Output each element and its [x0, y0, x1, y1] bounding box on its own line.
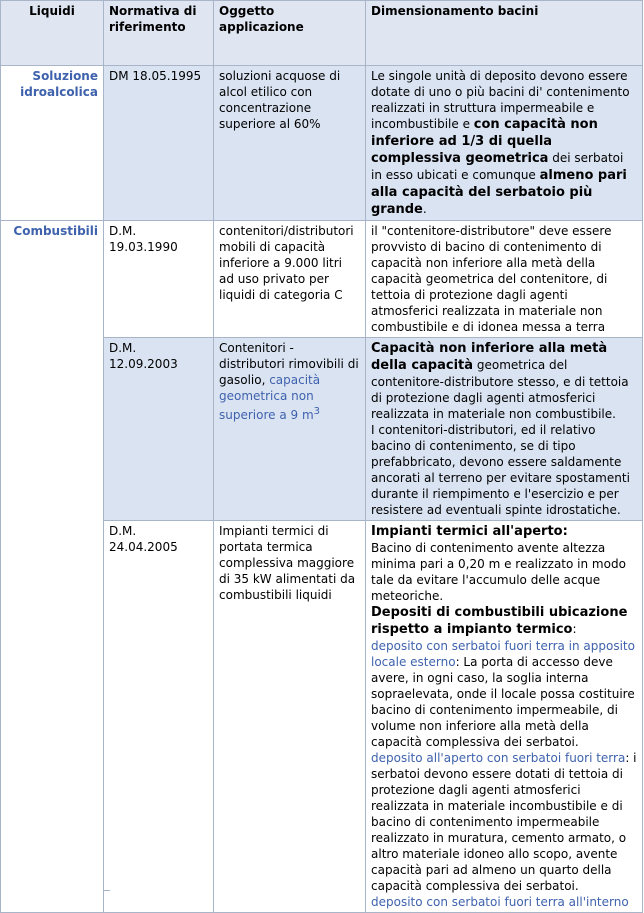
object-cell: Impianti termici di portata termica complessiva maggiore di 35 kW alimentati da combustibili liquidi	[214, 521, 366, 913]
norm-cell: D.M. 24.04.2005	[104, 521, 214, 913]
substance-cell: Combustibili	[1, 221, 104, 913]
table-header-row	[1, 1, 643, 66]
dimension-cell: Capacità non inferiore alla metà della capacità geometrica del contenitore-distributore stesso, e di tettoia di protezione dagli agenti atmosferici realizzata in materiale non combustibile. I contenitori-distributori, ed il relativo bacino di contenimento, se di tipo prefabbricato, devono essere saldamente ancorati al terreno per evitare spostamenti durante il riempimento e l'esercizio e per resistere ad eventuali spinte idrostatiche.	[366, 338, 643, 521]
norm-cell: D.M. 12.09.2003	[104, 338, 214, 521]
dimension-cell: Le singole unità di deposito devono essere dotate di uno o più bacini di' contenimento realizzati in struttura impermeabile e incombustibile e con capacità non inferiore ad 1/3 di quella complessiva geometrica dei serbatoi in esso ubicati e comunque almeno pari alla capacità del serbatoio più grande.	[366, 66, 643, 221]
norm-cell: DM 18.05.1995	[104, 66, 214, 221]
deposit-link: deposito con serbatoi fuori terra all'interno	[371, 895, 629, 909]
substance-cell: Soluzione idroalcolica	[1, 66, 104, 221]
norm-cell: D.M. 19.03.1990	[104, 221, 214, 338]
deposit-link: deposito con serbatoi fuori terra in apposito locale esterno	[371, 639, 635, 669]
dimension-cell: il "contenitore-distributore" deve essere provvisto di bacino di contenimento di capacità non inferiore alla metà della capacità geometrica del contenitore, di tettoia di protezione dagli agenti atmosferici realizzata in materiale non combustibile e di idonea messa a terra	[366, 221, 643, 338]
capacity-link: capacità geometrica non superiore a 9 $m^3$	[219, 373, 321, 422]
header-normativa: Normativa di riferimento	[104, 1, 214, 66]
table-row	[1, 221, 643, 338]
deposit-link: deposito all'aperto con serbatoi fuori terra	[371, 751, 626, 765]
header-liquidi: Liquidi	[1, 1, 104, 66]
header-dimensionamento: Dimensionamento bacini	[366, 1, 643, 66]
header-oggetto: Oggetto applicazione	[214, 1, 366, 66]
object-cell: soluzioni acquose di alcol etilico con concentrazione superiore al 60%	[214, 66, 366, 221]
object-cell: Contenitori - distributori rimovibili di gasolio, capacità geometrica non superiore a 9 $m^3$	[214, 338, 366, 521]
dimension-cell: Impianti termici all'aperto: Bacino di contenimento avente altezza minima pari a 0,20 m e realizzato in modo tale da evitare l'accumulo delle acque meteoriche. Depositi di combustibili ubicazione rispetto a impianto termico: deposito con serbatoi fuori terra in apposito locale esterno: La porta di accesso deve avere, in ogni caso, la soglia interna sopraelevata, onde il locale possa costituire bacino di contenimento impermeabile, di volume non inferiore alla metà della capacità complessiva dei serbatoi. deposito all'aperto con serbatoi fuori terra: i serbatoi devono essere dotati di tettoia di protezione dagli agenti atmosferici realizzata in materiale incombustibile e di bacino di contenimento impermeabile realizzato in muratura, cemento armato, o altro materiale idoneo allo scopo, avente capacità pari ad almeno un quarto della capacità complessiva dei serbatoi. deposito con serbatoi fuori terra all'interno	[366, 521, 643, 913]
table-corner-mark	[103, 886, 110, 891]
table-row	[1, 66, 643, 221]
object-cell: contenitori/distributori mobili di capacità inferiore a 9.000 litri ad uso privato per liquidi di categoria C	[214, 221, 366, 338]
